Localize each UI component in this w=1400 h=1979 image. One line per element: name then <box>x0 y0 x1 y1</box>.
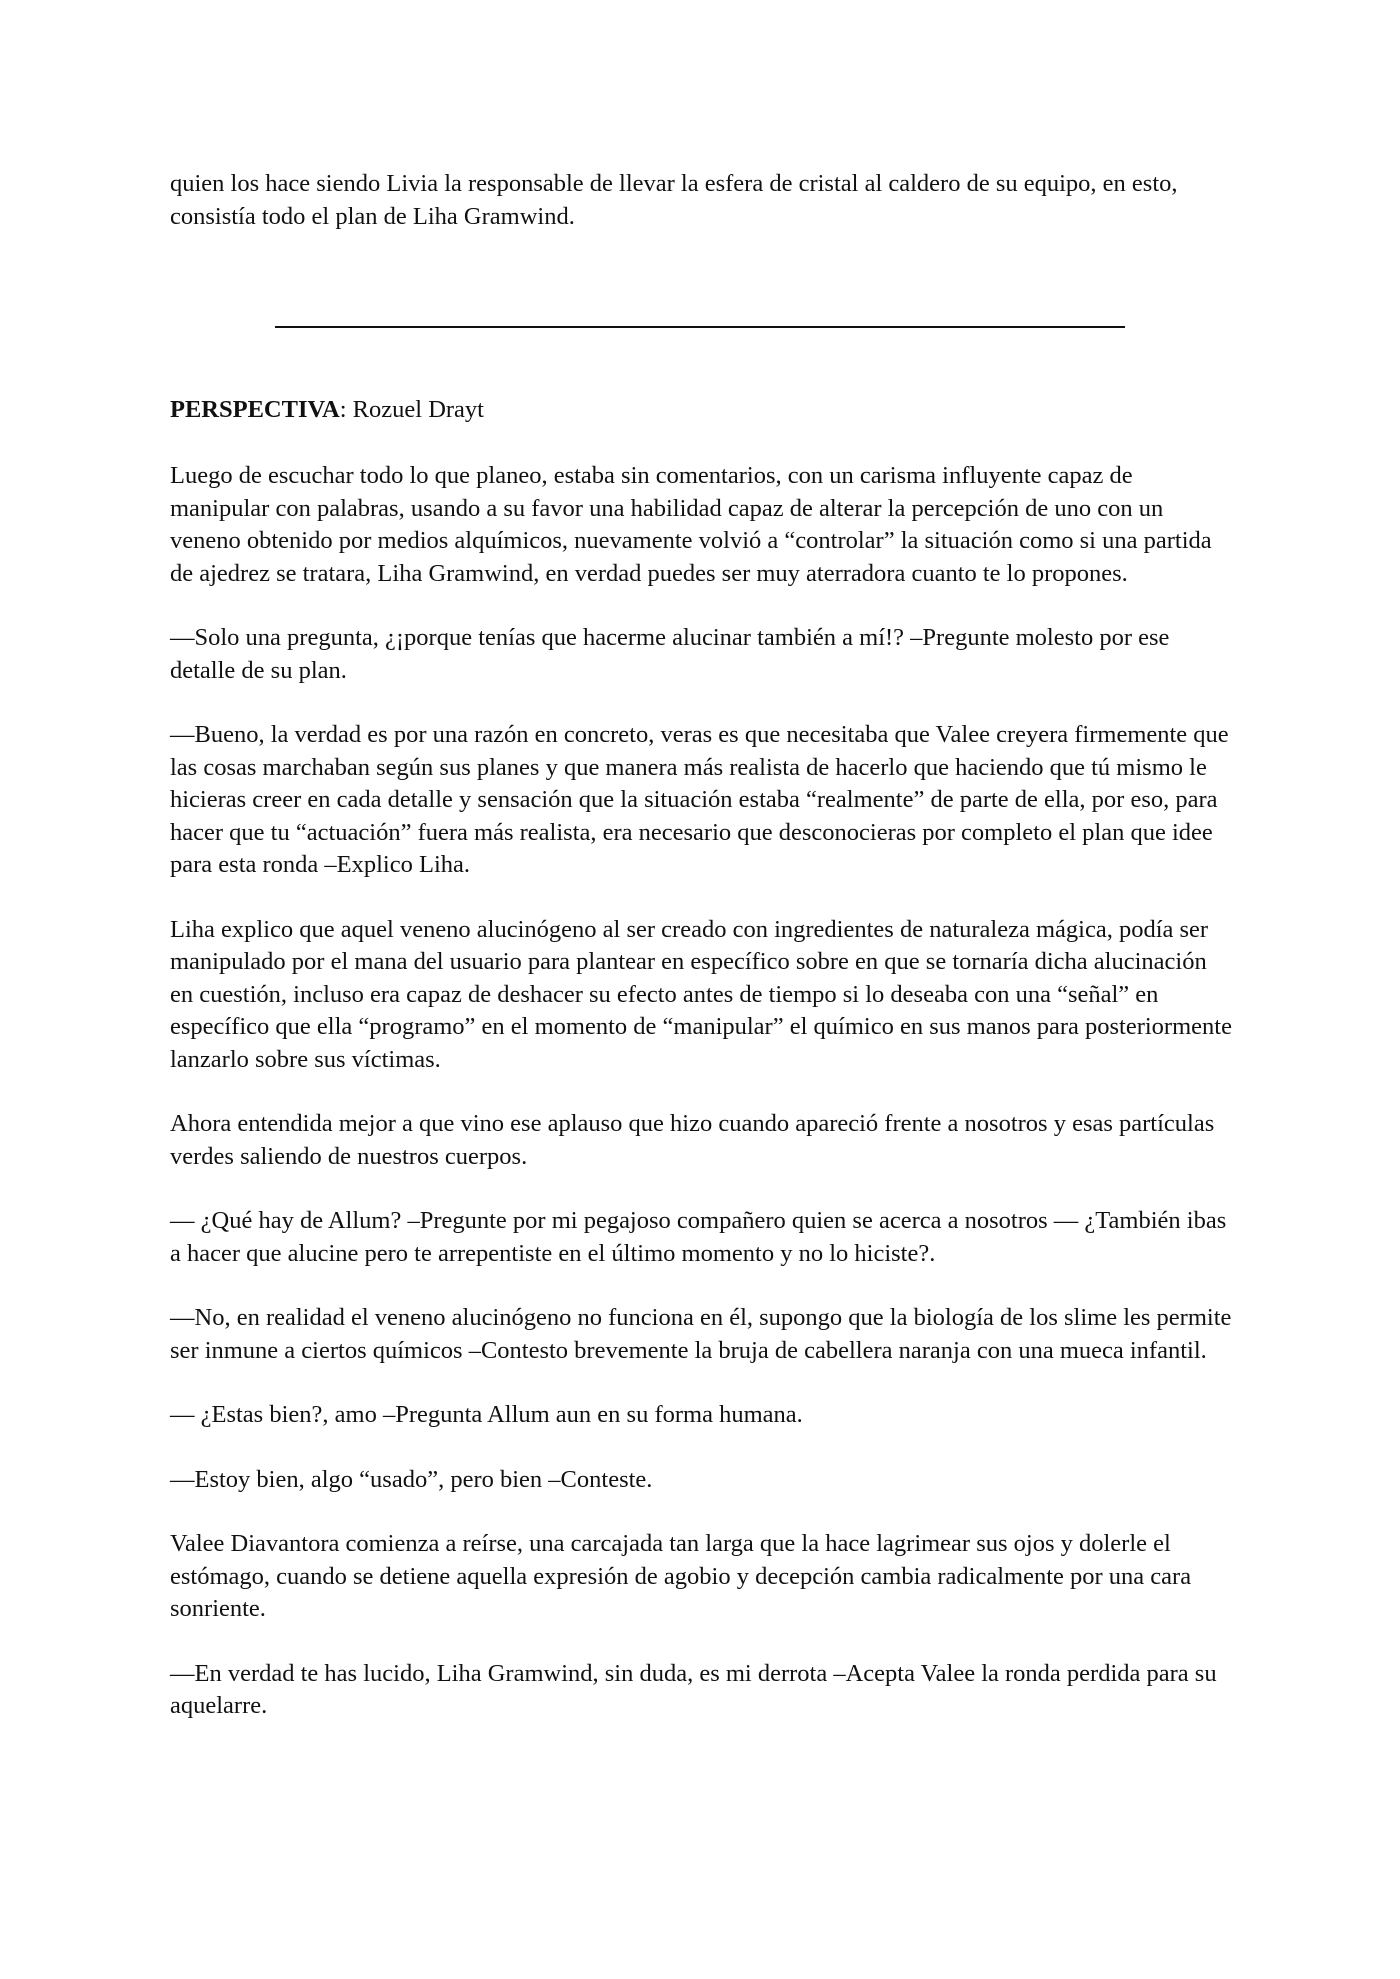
paragraph: Luego de escuchar todo lo que planeo, estaba sin comentarios, con un carisma influyente capaz de manipular con palabras, usando a su favor una habilidad capaz de alterar la percepción de uno con un veneno obtenido por medios alquímicos, nuevamente volvió a “controlar” la situación como si una partida de ajedrez se tratara, Liha Gramwind, en verdad puedes ser muy aterradora cuanto te lo propones. <box>170 462 1212 587</box>
paragraph: —Estoy bien, algo “usado”, pero bien –Conteste. <box>170 1465 653 1493</box>
perspective-colon: : <box>339 396 347 423</box>
paragraph: —No, en realidad el veneno alucinógeno no funciona en él, supongo que la biología de los slime les permite ser inmune a ciertos químicos –Contesto brevemente la bruja de cabellera naranja con una mueca infantil. <box>170 1304 1232 1364</box>
paragraph: — ¿Estas bien?, amo –Pregunta Allum aun en su forma humana. <box>170 1401 803 1428</box>
perspective-label: PERSPECTIVA <box>170 396 340 423</box>
paragraph: Liha explico que aquel veneno alucinógeno al ser creado con ingredientes de naturaleza mágica, podía ser manipulado por el mana del usuario para plantear en específico sobre en que se tornaría dicha alucinación en cuestión, incluso era capaz de deshacer su efecto antes de tiempo si lo deseaba con una “señal” en específico que ella “programo” en el momento de “manipular” el químico en sus manos para posteriormente lanzarlo sobre sus víctimas. <box>170 915 1232 1073</box>
body-text <box>170 460 1232 1755</box>
intro-paragraph: quien los hace siendo Livia la responsable de llevar la esfera de cristal al caldero de su equipo, en esto, consistía todo el plan de Liha Gramwind. <box>170 170 1178 230</box>
paragraph: —Solo una pregunta, ¿¡porque tenías que hacerme alucinar también a mí!? –Pregunte molesto por ese detalle de su plan. <box>170 624 1170 684</box>
paragraph: —Bueno, la verdad es por una razón en concreto, veras es que necesitaba que Valee creyera firmemente que las cosas marchaban según sus planes y que manera más realista de hacerlo que haciendo que tú mismo le hicieras creer en cada detalle y sensación que la situación estaba “realmente” de parte de ella, por eso, para hacer que tu “actuación” fuera más realista, era necesario que desconocieras por completo el plan que idee para esta ronda –Explico Liha. <box>170 721 1229 878</box>
paragraph: —En verdad te has lucido, Liha Gramwind, sin duda, es mi derrota –Acepta Valee la ronda perdida para su aquelarre. <box>170 1659 1217 1719</box>
section-divider <box>275 326 1125 328</box>
paragraph: Valee Diavantora comienza a reírse, una carcajada tan larga que la hace lagrimear sus ojos y dolerle el estómago, cuando se detiene aquella expresión de agobio y decepción cambia radicalmente por una cara sonriente. <box>170 1530 1192 1622</box>
perspective-heading <box>170 394 484 427</box>
perspective-name: Rozuel Drayt <box>346 396 484 423</box>
paragraph: — ¿Qué hay de Allum? –Pregunte por mi pegajoso compañero quien se acerca a nosotros — ¿También ibas a hacer que alucine pero te arrepentiste en el último momento y no lo hiciste?. <box>170 1207 1227 1267</box>
paragraph: Ahora entendida mejor a que vino ese aplauso que hizo cuando apareció frente a nosotros y esas partículas verdes saliendo de nuestros cuerpos. <box>170 1110 1215 1170</box>
